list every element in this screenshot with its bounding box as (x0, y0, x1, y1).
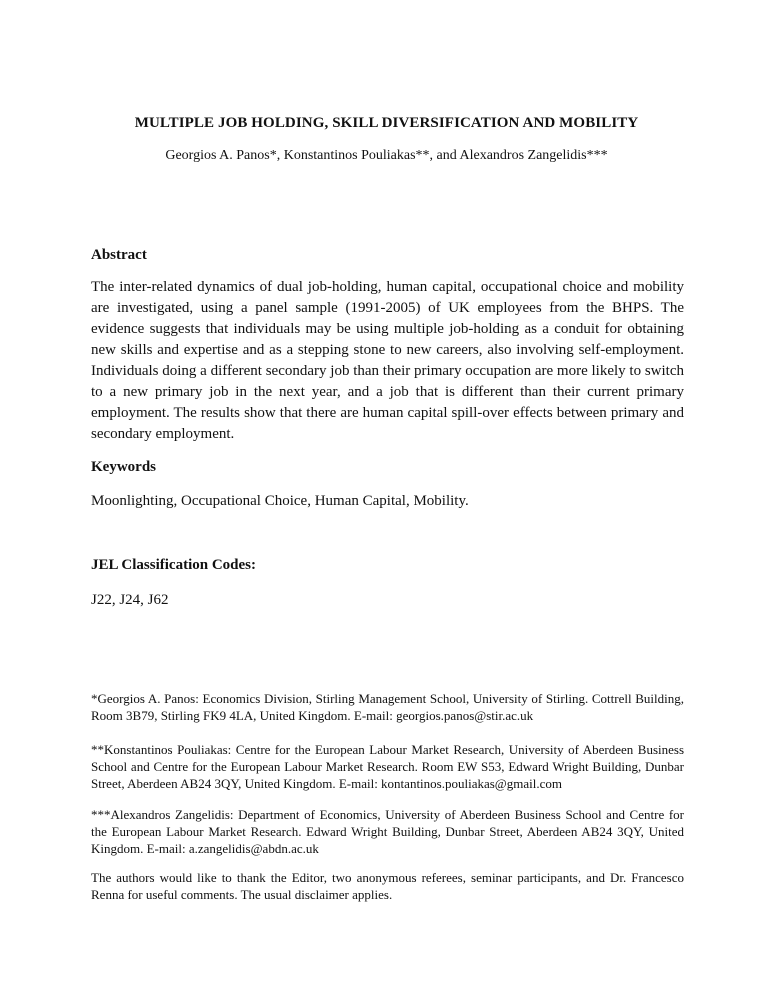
keywords-text: Moonlighting, Occupational Choice, Human Capital, Mobility. (91, 493, 469, 509)
author-list: Georgios A. Panos*, Konstantinos Pouliakas**, and Alexandros Zangelidis*** (165, 148, 608, 163)
footnote-zangelidis: ***Alexandros Zangelidis: Department of Economics, University of Aberdeen Business School and Centre for the European Labour Market Research. Edward Wright Building, Dunbar Street, Aberdeen AB24 3QY, United Kingdom. E-mail: a.zangelidis@abdn.ac.uk (91, 807, 684, 856)
acknowledgement-note: The authors would like to thank the Editor, two anonymous referees, seminar participants, and Dr. Francesco Renna for useful comments. The usual disclaimer applies. (91, 870, 684, 902)
abstract-heading: Abstract (91, 247, 147, 263)
footnote-panos: *Georgios A. Panos: Economics Division, Stirling Management School, University of Stirling. Cottrell Building, Room 3B79, Stirling FK9 4LA, United Kingdom. E-mail: georgios.panos@stir.ac.uk (91, 691, 684, 723)
paper-title: MULTIPLE JOB HOLDING, SKILL DIVERSIFICATION AND MOBILITY (134, 115, 639, 131)
keywords-heading: Keywords (91, 459, 156, 475)
abstract-text: The inter-related dynamics of dual job-holding, human capital, occupational choice and mobility are investigated, using a panel sample (1991-2005) of UK employees from the BHPS. The evidence suggests that individuals may be using multiple job-holding as a conduit for obtaining new skills and expertise and as a stepping stone to new careers, also involving self-employment. Individuals doing a different secondary job than their primary occupation are more likely to switch to a new primary job in the next year, and a job that is different than their current primary employment. The results show that there are human capital spill-over effects between primary and secondary employment. (91, 279, 684, 442)
jel-heading: JEL Classification Codes: (91, 557, 257, 573)
jel-codes: J22, J24, J62 (91, 592, 169, 608)
footnote-pouliakas: **Konstantinos Pouliakas: Centre for the European Labour Market Research, University of Aberdeen Business School and Centre for the European Labour Market Research. Room EW S53, Edward Wright Building, Dunbar Street, Aberdeen AB24 3QY, United Kingdom. E-mail: kontantinos.pouliakas@gmail.com (91, 742, 684, 791)
